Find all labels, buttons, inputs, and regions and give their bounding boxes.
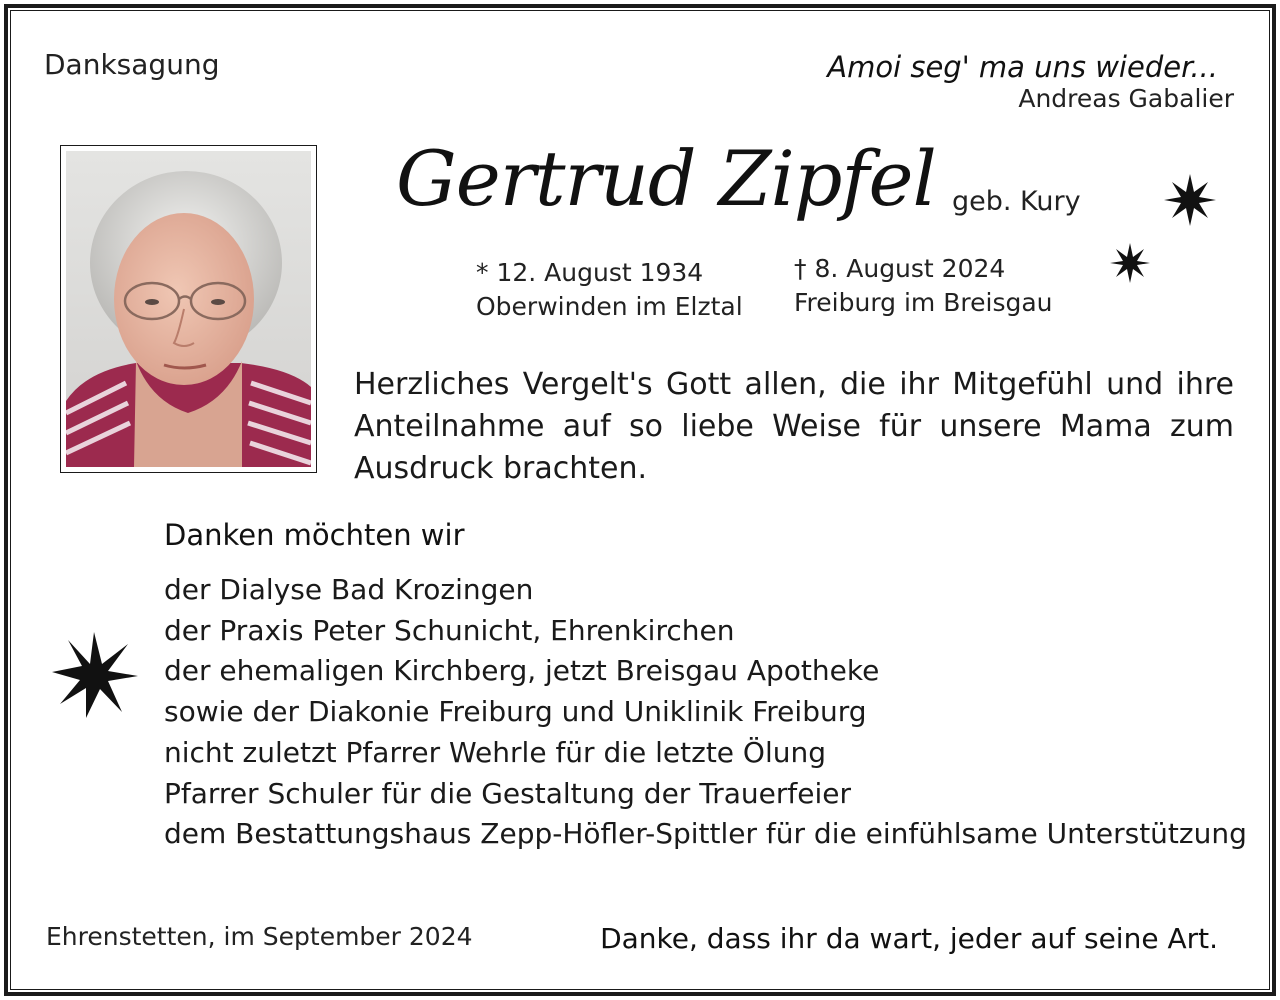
star-icon bbox=[1108, 241, 1152, 285]
birth-date: * 12. August 1934 bbox=[476, 258, 704, 287]
thanks-list bbox=[164, 570, 1247, 855]
quote: Amoi seg' ma uns wieder... bbox=[827, 50, 1218, 84]
deceased-name: Gertrud Zipfel bbox=[396, 134, 936, 223]
list-item: dem Bestattungshaus Zepp-Höfler-Spittler für die einfühlsame Unterstützung bbox=[164, 817, 1247, 851]
death-place: Freiburg im Breisgau bbox=[794, 288, 1053, 317]
star-icon bbox=[1162, 172, 1218, 228]
star-icon bbox=[48, 630, 140, 722]
thanks-paragraph: Herzliches Vergelt's Gott allen, die ihr Mitgefühl und ihre Anteilnahme auf so liebe Weise für unsere Mama zum Ausdruck brachten. bbox=[354, 367, 1234, 486]
list-item: nicht zuletzt Pfarrer Wehrle für die letzte Ölung bbox=[164, 735, 827, 769]
quote-author: Andreas Gabalier bbox=[1018, 84, 1234, 113]
header-label: Danksagung bbox=[44, 48, 220, 81]
list-item: der Dialyse Bad Krozingen bbox=[164, 573, 534, 606]
portrait-photo bbox=[60, 145, 317, 473]
thanks-heading: Danken möchten wir bbox=[164, 518, 465, 552]
list-item: der Praxis Peter Schunicht, Ehrenkirchen bbox=[164, 613, 735, 647]
list-item: der ehemaligen Kirchberg, jetzt Breisgau Apotheke bbox=[164, 654, 880, 688]
birth-place: Oberwinden im Elztal bbox=[476, 292, 743, 321]
maiden-name: geb. Kury bbox=[952, 186, 1081, 217]
closing-line: Danke, dass ihr da wart, jeder auf seine Art. bbox=[600, 922, 1218, 955]
portrait-image bbox=[66, 151, 311, 467]
death-date: † 8. August 2024 bbox=[794, 254, 1006, 283]
place-date: Ehrenstetten, im September 2024 bbox=[46, 922, 473, 951]
list-item: sowie der Diakonie Freiburg und Uniklinik Freiburg bbox=[164, 695, 867, 729]
list-item: Pfarrer Schuler für die Gestaltung der Trauerfeier bbox=[164, 776, 851, 810]
